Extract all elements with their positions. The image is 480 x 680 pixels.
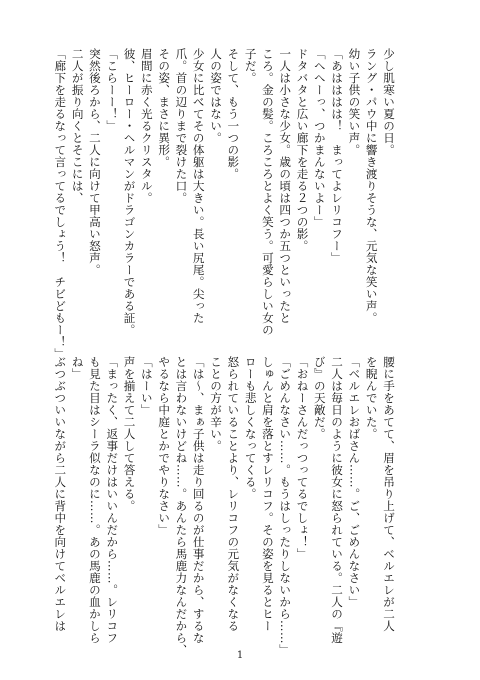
text-line: やるなら中庭とかでやりなさい」 [157, 356, 172, 536]
text-line: ドタバタと広い廊下を走る２つの影。 [295, 48, 310, 252]
text-line: 二人が振り向くとそこには、 [70, 48, 85, 204]
page-number: 1 [236, 650, 244, 661]
text-line: 「へへーっ、つかまんないよー」 [312, 48, 327, 228]
text-line: 幼い子供の笑い声。 [347, 48, 362, 156]
text-line: 子だ。 [243, 48, 258, 84]
text-line: 人の姿ではない。 [209, 48, 224, 144]
lower-text-block [53, 356, 397, 656]
text-line: ことの方が辛い。 [209, 356, 224, 452]
text-line: ローも悲しくなってくる。 [243, 356, 258, 500]
text-line: 「ベルエレおばさん……。ご、ごめんなさい」 [347, 356, 362, 608]
text-line: とは言わないけどね……。あんたら馬鹿力なんだから、 [174, 356, 189, 656]
text-line: び』の天敵だ。 [312, 356, 327, 440]
text-line: ぶつぶついいながら二人に背中を向けてベルエレは [53, 356, 68, 632]
text-line: 突然後ろから、二人に向けて甲高い怒声。 [87, 48, 102, 276]
text-line: 少女に比べてその体躯は大きい。長い尻尾。尖った [191, 48, 206, 324]
text-line: 「こらーー！」 [105, 48, 120, 132]
text-line: 怒られていることより、レリコフの元気がなくなる [226, 356, 241, 632]
text-line: 一人は小さな少女。歳の頃は四つか五つといったと [278, 48, 293, 324]
text-line: しゅんと肩を落とすレリコフ。その姿を見るとヒー [260, 356, 275, 632]
text-line: その姿、まさに異形。 [157, 48, 172, 168]
text-line: 「廊下を走るなって言ってるでしょう！ チビどもー！」 [53, 48, 68, 360]
text-line: 少し肌寒い夏の日。 [382, 48, 396, 156]
text-line: 「はーい」 [139, 356, 154, 416]
text-line: 爪。首の辺りまで裂けた口。 [174, 48, 189, 204]
text-line: を睨んでいた。 [364, 356, 379, 440]
text-line: 「まったく、返事だけはいいんだから……。レリコフ [105, 356, 120, 644]
text-line: ころ。金の髪。ころころとよく笑う。可愛らしい女の [260, 48, 275, 336]
text-line: 声を揃えて二人して答える。 [122, 356, 137, 512]
upper-text-block [53, 48, 397, 360]
text-line: 彼、ヒーロー・ヘルマンがドラゴンカラーである証。 [122, 48, 137, 336]
text-line: 腰に手をあてて、眉を吊り上げて、ベルエレが二人 [382, 356, 396, 632]
text-line: ラング・パウ中に響き渡りそうな、元気な笑い声。 [364, 48, 379, 324]
text-line: 「は～、まぁ子供は走り回るのが仕事だから、するな [191, 356, 206, 644]
text-line: 「ごめんなさい……。もうはしったりしないから……」 [278, 356, 293, 656]
text-line: 二人は毎日のように彼女に怒られている。二人の『遊 [330, 356, 345, 644]
text-line: 眉間に赤く光るクリスタル。 [139, 48, 154, 204]
text-line: 「あはははは！ まってよレリコフー」 [330, 48, 345, 264]
text-line: そして、もう一つの影。 [226, 48, 241, 180]
text-line: ね」 [70, 356, 85, 380]
text-line: も見た目はシーラ似なのに……。あの馬鹿の血かしら [87, 356, 102, 644]
text-line: 「おねーさんだっつってるでしょ！」 [295, 356, 310, 560]
